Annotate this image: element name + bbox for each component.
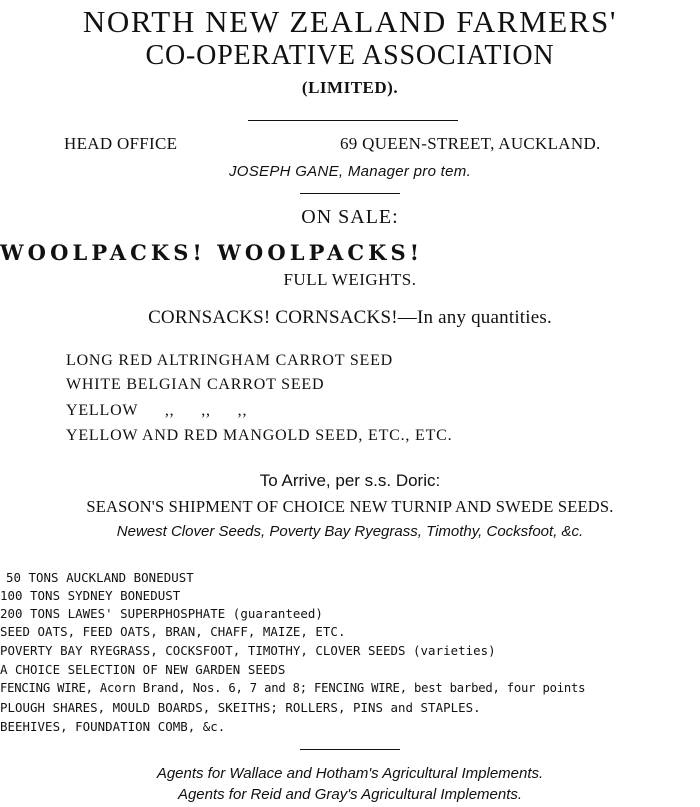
stock-item: PLOUGH SHARES, MOULD BOARDS, SKEITHS; ROLLERS, PINS and STAPLES. [0,700,481,715]
seed-item: LONG RED ALTRINGHAM CARROT SEED [66,352,394,369]
stock-item: SEED OATS, FEED OATS, BRAN, CHAFF, MAIZE, ETC. [0,624,346,639]
divider-1 [248,120,458,121]
head-office-label: HEAD OFFICE [64,134,178,153]
title-line-2: CO-OPERATIVE ASSOCIATION [145,40,555,71]
cornsacks-line: CORNSACKS! CORNSACKS!—In any quantities. [148,307,552,328]
agents-line: Agents for Wallace and Hotham's Agricultural Implements. [156,765,544,782]
stock-item: 200 TONS LAWES' SUPERPHOSPHATE (guaranteed) [0,606,323,621]
seed-item: WHITE BELGIAN CARROT SEED [66,376,325,393]
seed-item: YELLOW AND RED MANGOLD SEED, ETC., ETC. [66,427,453,444]
limited-label: (LIMITED). [301,78,399,97]
stock-item: 100 TONS SYDNEY BONEDUST [0,588,181,603]
on-sale-heading: ON SALE: [301,206,399,228]
seed-item: YELLOW ,, ,, ,, [66,402,248,419]
stock-item: 50 TONS AUCKLAND BONEDUST [6,570,194,585]
stock-item: A CHOICE SELECTION OF NEW GARDEN SEEDS [0,662,286,677]
head-office-address: 69 QUEEN-STREET, AUCKLAND. [340,134,601,153]
woolpacks-line: WOOLPACKS! WOOLPACKS! [0,240,424,265]
to-arrive-heading: To Arrive, per s.s. Doric: [259,471,441,490]
divider-3 [300,749,400,750]
manager-line: JOSEPH GANE, Manager pro tem. [228,163,472,180]
full-weights: FULL WEIGHTS. [283,270,417,289]
divider-2 [300,193,400,194]
shipment-line: SEASON'S SHIPMENT OF CHOICE NEW TURNIP AND SWEDE SEEDS. [86,497,614,516]
title-line-1: NORTH NEW ZEALAND FARMERS' [82,4,618,39]
stock-item: FENCING WIRE, Acorn Brand, Nos. 6, 7 and 8; FENCING WIRE, best barbed, four points [0,681,586,695]
stock-item: POVERTY BAY RYEGRASS, COCKSFOOT, TIMOTHY, CLOVER SEEDS (varieties) [0,643,496,658]
agents-line: Agents for Reid and Gray's Agricultural Implements. [177,786,523,803]
stock-item: BEEHIVES, FOUNDATION COMB, &c. [0,719,226,734]
clover-seeds-line: Newest Clover Seeds, Poverty Bay Ryegrass, Timothy, Cocksfoot, &c. [116,523,584,540]
